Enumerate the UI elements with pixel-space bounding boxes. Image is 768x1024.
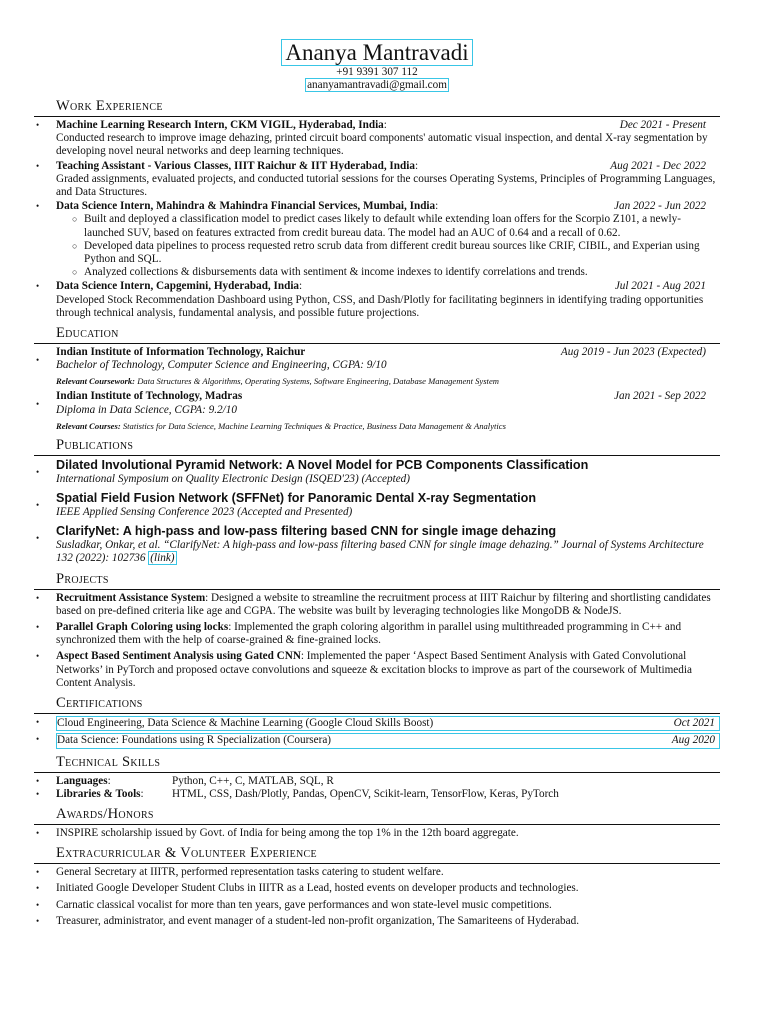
skill-value: HTML, CSS, Dash/Plotly, Pandas, OpenCV, Scikit-learn, TensorFlow, Keras, PyTorch xyxy=(172,787,559,800)
section-projects: Projects xyxy=(34,571,720,590)
bullet-icon: • xyxy=(36,867,40,878)
bullet-icon: • xyxy=(36,201,40,212)
skill-item: • Languages: Python, C++, C, MATLAB, SQL, R xyxy=(36,774,334,787)
work-subitem: ○ Developed data pipelines to process requested retro scrub data from different credit bureau sources like CRIF, CIBIL, and Experian using Python and SQL. xyxy=(72,239,700,266)
work-title: Data Science Intern, Capgemini, Hyderabad, India xyxy=(56,280,300,293)
bullet-icon: • xyxy=(36,883,40,894)
work-date: Aug 2021 - Dec 2022 xyxy=(610,159,706,172)
degree: Bachelor of Technology, Computer Science and Engineering, CGPA: 9/10 xyxy=(56,359,387,372)
certification-name: Data Science: Foundations using R Specialization (Coursera) xyxy=(57,734,332,747)
project-description: : Designed a website to streamline the recruitment process at IIIT Raichur by filtering and shortlisting candidates based on pre-defined criteria like age and CGPA. The website was built by leveraging technologies like MongoDB & NodeJS. xyxy=(56,591,711,617)
bullet-icon: • xyxy=(36,500,40,511)
section-extracurricular: Extracurricular & Volunteer Experience xyxy=(34,845,720,864)
school-name: Indian Institute of Technology, Madras xyxy=(56,390,243,403)
work-item-ckm: • Machine Learning Research Intern, CKM VIGIL, Hyderabad, India: Dec 2021 - Present Conducted research to improve image dehazing, printed circuit board components' automatic visual inspection, and dental X-ray segmentation by developing novel neural networks and deep learning techniques. xyxy=(34,119,720,159)
award-item: • INSPIRE scholarship issued by Govt. of India for being among the top 1% in the 12th board aggregate. xyxy=(36,826,519,839)
bullet-icon: • xyxy=(36,120,40,130)
bullet-icon: • xyxy=(36,827,40,838)
bullet-icon: • xyxy=(36,622,40,633)
bullet-icon: • xyxy=(36,281,40,292)
email-link[interactable]: ananyamantravadi@gmail.com xyxy=(307,79,447,91)
publication-link[interactable]: (link) xyxy=(150,552,175,565)
section-work-experience: Work Experience xyxy=(34,98,720,117)
work-subitem: ○ Built and deployed a classification model to predict cases likely to default while extending loan offers for the Scorpio Z101, a newly-launched SUV, based on features extracted from credit bureau data. The model had an AUC of 0.64 and a recall of 0.62. xyxy=(72,213,681,239)
section-awards: Awards/Honors xyxy=(34,806,720,825)
bullet-icon: • xyxy=(36,355,40,366)
work-description: Developed Stock Recommendation Dashboard using Python, CSS, and Dash/Plotly for facilitating beginners in identifying trading opportunities through technical analysis, fundamental analysis, and possible future projections. xyxy=(56,293,704,319)
publication-venue: Susladkar, Onkar, et al. “ClarifyNet: A high-pass and low-pass filtering based CNN for single image dehazing.” Journal of Systems Architecture 132 (2022): 102736 (link) xyxy=(56,539,704,565)
bullet-icon: • xyxy=(36,915,40,926)
bullet-icon: • xyxy=(36,717,40,728)
resume-page xyxy=(34,40,720,928)
work-item-ta: • Teaching Assistant - Various Classes, IIIT Raichur & IIT Hyderabad, India: Aug 2021 - Dec 2022 Graded assignments, evaluated projects, and conducted tutorial sessions for the courses Operating Systems, Principles of Programming Languages, and Data Structures. xyxy=(34,160,720,200)
work-description: Graded assignments, evaluated projects, and conducted tutorial sessions for the courses Operating Systems, Principles of Programming Languages, and Data Structures. xyxy=(56,172,716,199)
work-item-mahindra: • Data Science Intern, Mahindra & Mahindra Financial Services, Mumbai, India: Jan 2022 - Jun 2022 ○ Built and deployed a classification model to predict cases likely to default while extending loan offers for the Scorpio Z101, a newly-launched SUV, based on features extracted from credit bureau data. The model had an AUC of 0.64 and a recall of 0.62. ○ Developed data pipelines to process requested retro scrub data from different credit bureau sources like CRIF, CIBIL, and Experian using Python and SQL. ○ Analyzed collections & disbursements data with sentiment & income indexes to identify correlations and trends. xyxy=(34,200,720,279)
extracurricular-item: • General Secretary at IIITR, performed representation tasks catering to student welfare. xyxy=(36,866,444,879)
skill-label: Languages xyxy=(56,774,108,787)
bullet-icon: • xyxy=(36,788,40,799)
work-date: Jan 2022 - Jun 2022 xyxy=(614,200,706,213)
project-item xyxy=(34,621,720,647)
education-item-iiitr xyxy=(34,346,720,387)
project-title: Parallel Graph Coloring using locks xyxy=(56,621,229,634)
publication-title: ClarifyNet: A high-pass and low-pass filtering based CNN for single image dehazing xyxy=(56,524,557,539)
project-title: Aspect Based Sentiment Analysis using Gated CNN xyxy=(56,650,301,663)
phone-number: +91 9391 307 112 xyxy=(336,66,418,78)
project-description: : Implemented the paper ‘Aspect Based Sentiment Analysis with Gated Convolutional Networks’ in PyTorch and proposed octave convolutions and squeeze & excitation blocks to improve as part of the coursework of Multimedia Content Analysis. xyxy=(56,650,692,689)
extracurricular-item: • Carnatic classical vocalist for more than ten years, gave performances and won state-level music competitions. xyxy=(36,898,552,911)
work-date: Jul 2021 - Aug 2021 xyxy=(614,280,706,293)
section-certifications: Certifications xyxy=(34,695,720,714)
education-item-iitm xyxy=(34,390,720,431)
work-date: Dec 2021 - Present xyxy=(619,119,706,131)
publication-venue: International Symposium on Quality Electronic Design (ISQED'23) (Accepted) xyxy=(56,472,410,485)
project-description: : Implemented the graph coloring algorithm in parallel using multithreaded programming in C++ and synchronized them with the help of coarse-grained & fine-grained locks. xyxy=(56,621,682,647)
bullet-icon: • xyxy=(36,533,40,544)
publication-title: Spatial Field Fusion Network (SFFNet) for Panoramic Dental X-ray Segmentation xyxy=(56,491,537,506)
school-name: Indian Institute of Information Technology, Raichur xyxy=(56,346,306,359)
coursework: Relevant Coursework: Data Structures & Algorithms, Operating Systems, Software Engineering, Database Management System xyxy=(56,376,499,387)
section-education: Education xyxy=(34,325,720,344)
bullet-icon: • xyxy=(36,466,40,477)
work-item-capgemini: • Data Science Intern, Capgemini, Hyderabad, India: Jul 2021 - Aug 2021 Developed Stock Recommendation Dashboard using Python, CSS, and Dash/Plotly for facilitating beginners in identifying trading opportunities through technical analysis, fundamental analysis, and possible future projections. xyxy=(34,280,720,320)
skill-value: Python, C++, C, MATLAB, SQL, R xyxy=(172,774,334,787)
education-date: Aug 2019 - Jun 2023 (Expected) xyxy=(560,346,706,359)
work-title: Data Science Intern, Mahindra & Mahindra Financial Services, Mumbai, India xyxy=(56,200,436,213)
section-publications: Publications xyxy=(34,437,720,456)
circle-bullet-icon: ○ xyxy=(72,267,78,278)
publication-item xyxy=(34,491,720,519)
publication-title: Dilated Involutional Pyramid Network: A Novel Model for PCB Components Classification xyxy=(56,457,589,472)
bullet-icon: • xyxy=(36,899,40,910)
certification-link[interactable] xyxy=(56,716,720,731)
certification-link[interactable] xyxy=(56,733,720,748)
candidate-name: Ananya Mantravadi xyxy=(34,40,720,66)
extracurricular-item: • Initiated Google Developer Student Clubs in IIITR as a Lead, hosted events on developer products and technologies. xyxy=(36,882,579,895)
bullet-icon: • xyxy=(36,160,40,171)
circle-bullet-icon: ○ xyxy=(72,240,78,251)
skill-item: • Libraries & Tools: HTML, CSS, Dash/Plotly, Pandas, OpenCV, Scikit-learn, TensorFlow, Keras, PyTorch xyxy=(36,787,559,800)
bullet-icon: • xyxy=(36,775,40,786)
bullet-icon: • xyxy=(36,651,40,662)
project-item xyxy=(34,650,720,690)
education-date: Jan 2021 - Sep 2022 xyxy=(614,390,706,403)
work-title: Teaching Assistant - Various Classes, IIIT Raichur & IIT Hyderabad, India xyxy=(56,159,415,172)
project-title: Recruitment Assistance System xyxy=(56,591,206,604)
certification-name: Cloud Engineering, Data Science & Machine Learning (Google Cloud Skills Boost) xyxy=(57,717,434,730)
degree: Diploma in Data Science, CGPA: 9.2/10 xyxy=(56,403,237,416)
skill-label: Libraries & Tools xyxy=(56,787,141,800)
extracurricular-item: • Treasurer, administrator, and event manager of a student-led non-profit organization, The Samariteens of Hyderabad. xyxy=(36,914,579,927)
work-subitem: ○ Analyzed collections & disbursements data with sentiment & income indexes to identify correlations and trends. xyxy=(72,266,588,279)
certification-item xyxy=(34,716,720,731)
publication-item xyxy=(34,458,720,486)
certification-item xyxy=(34,733,720,748)
certification-date: Oct 2021 xyxy=(673,717,715,730)
certification-date: Aug 2020 xyxy=(671,734,715,747)
coursework: Relevant Courses: Statistics for Data Science, Machine Learning Techniques & Practice, Business Data Management & Analytics xyxy=(56,420,506,431)
section-technical-skills: Technical Skills xyxy=(34,754,720,773)
bullet-icon: • xyxy=(36,592,40,603)
publication-item xyxy=(34,524,720,565)
circle-bullet-icon: ○ xyxy=(72,214,78,225)
bullet-icon: • xyxy=(36,734,40,745)
project-item xyxy=(34,592,720,618)
bullet-icon: • xyxy=(36,399,40,410)
work-title: Machine Learning Research Intern, CKM VIGIL, Hyderabad, India xyxy=(56,119,384,131)
publication-venue: IEEE Applied Sensing Conference 2023 (Accepted and Presented) xyxy=(56,506,353,519)
work-description: Conducted research to improve image dehazing, printed circuit board components' automatic visual inspection, and dental X-ray segmentation by developing novel neural networks and deep learning techniques. xyxy=(56,132,708,158)
